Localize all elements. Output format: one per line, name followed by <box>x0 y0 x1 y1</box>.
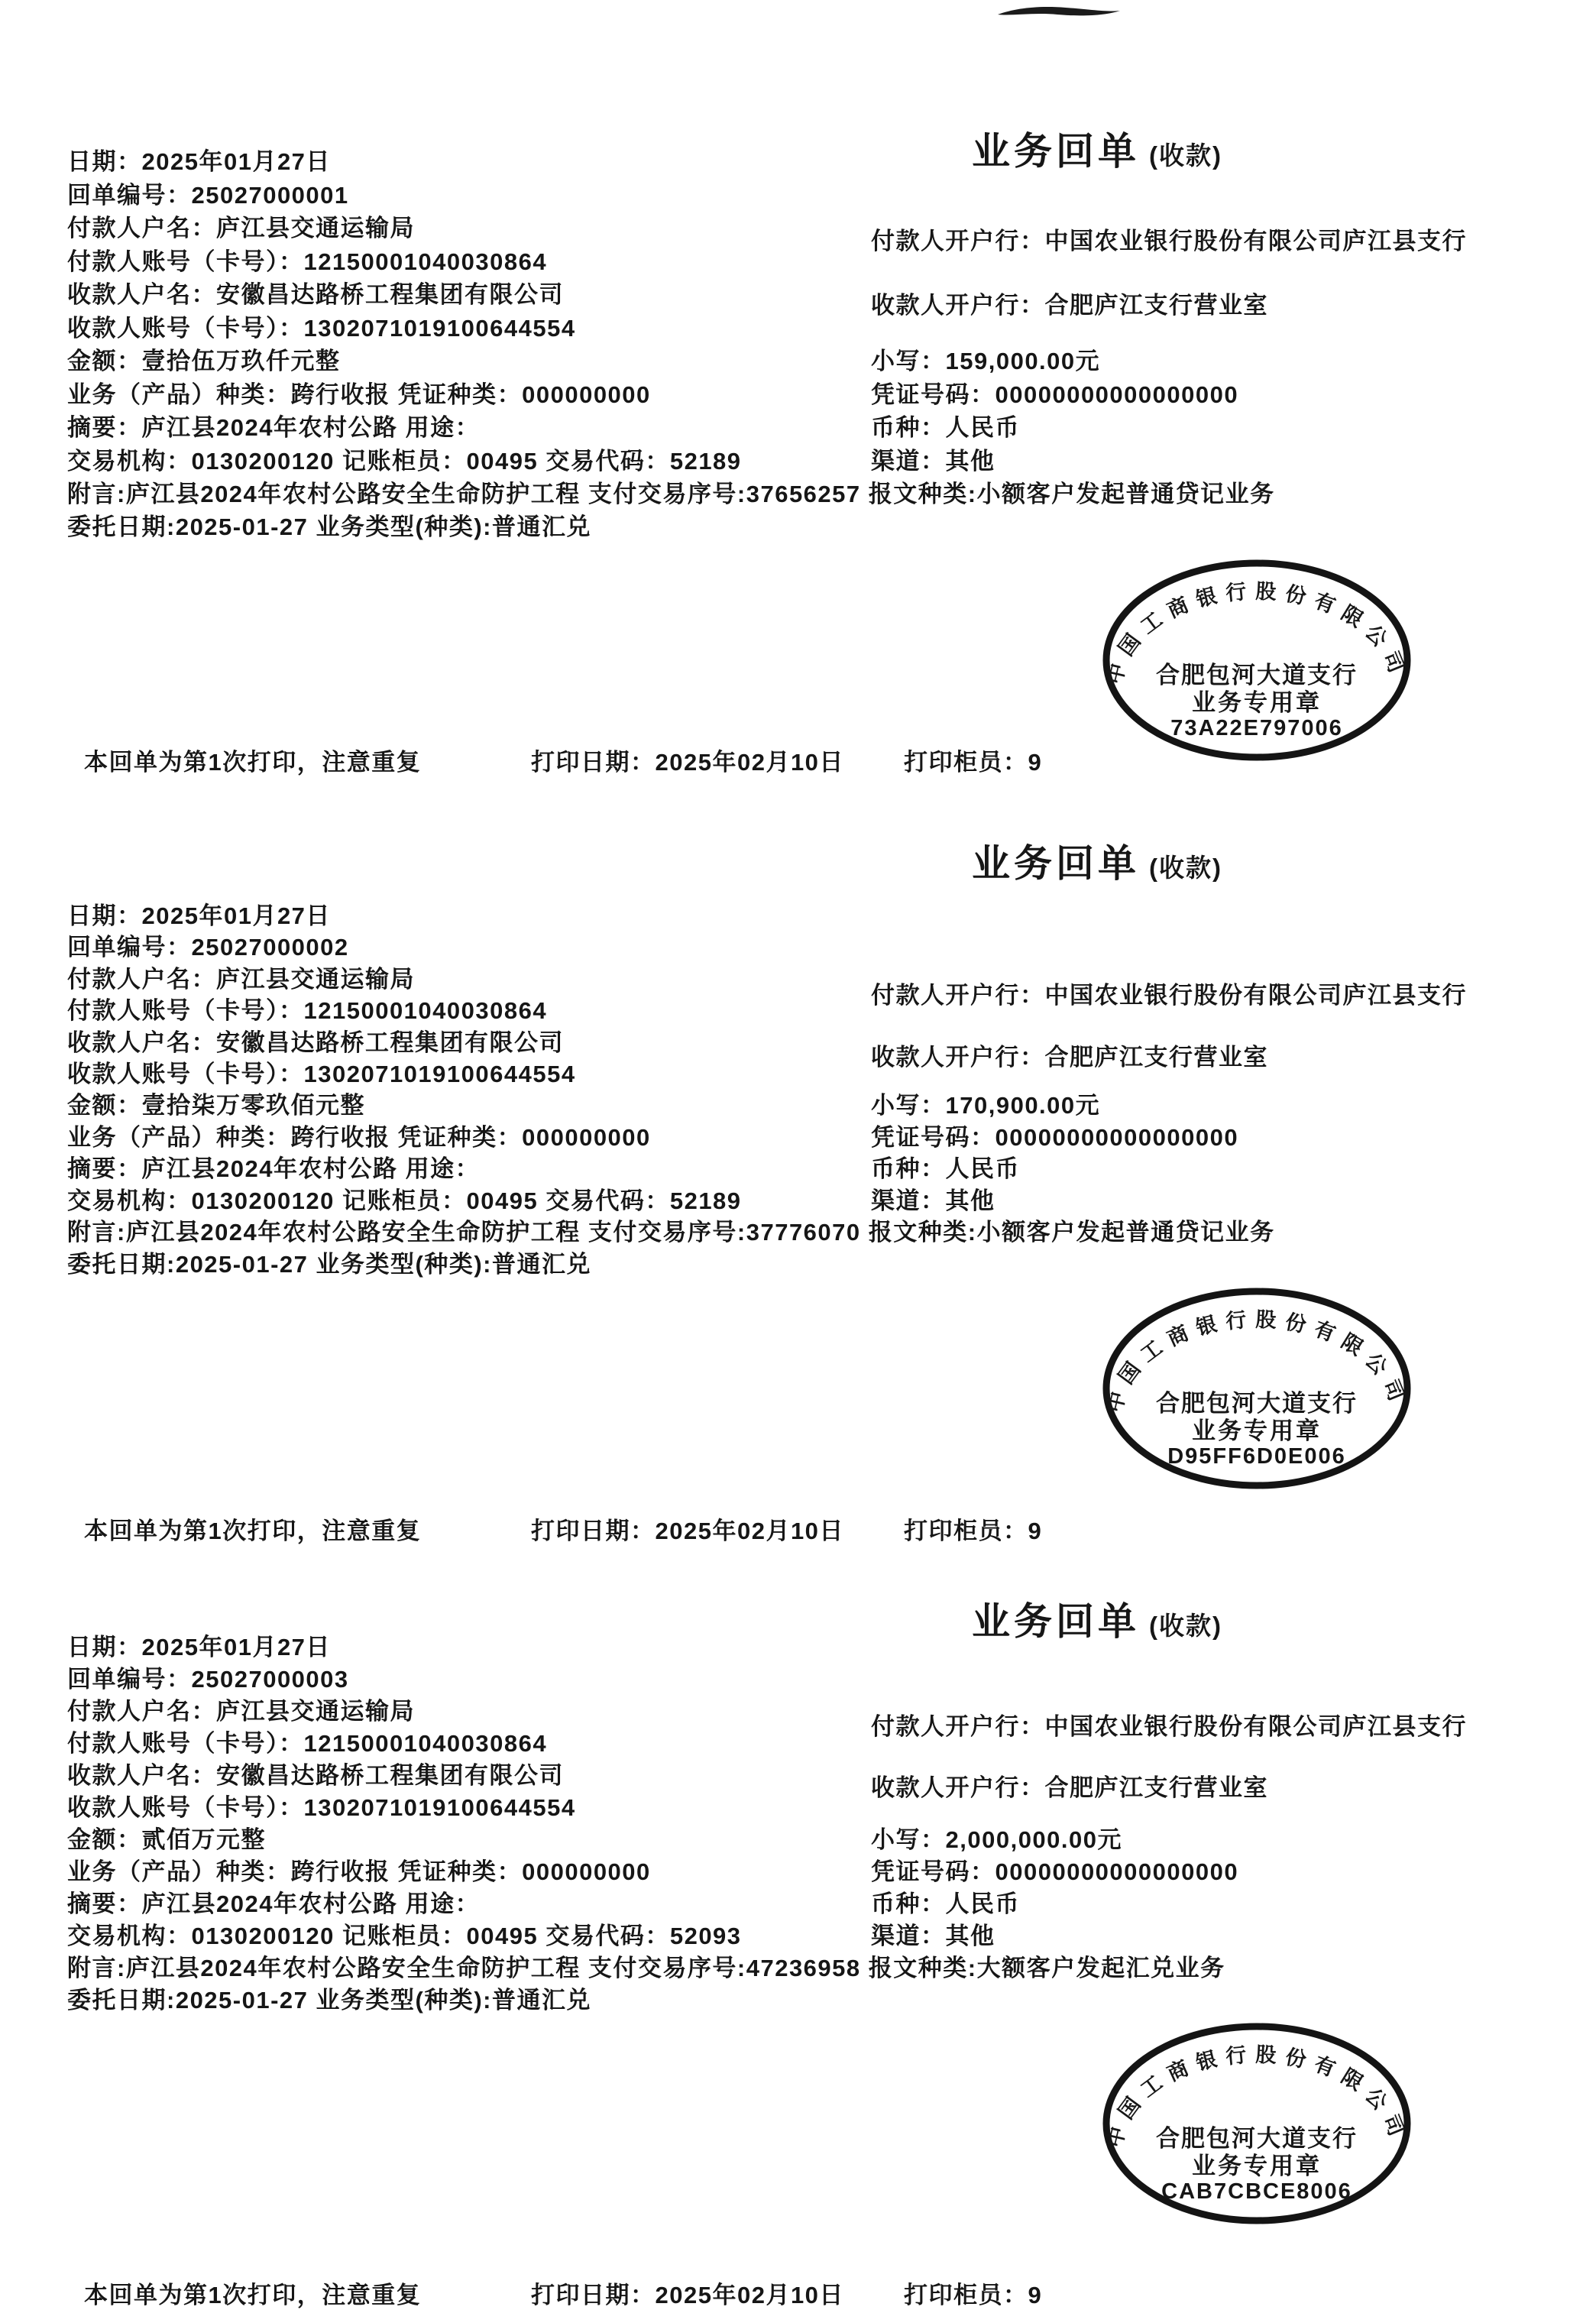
print-note: 本回单为第1次打印，注意重复 <box>84 1518 422 1544</box>
payer-name-field: 付款人户名：庐江县交通运输局 <box>67 215 415 241</box>
amount-digits-field: 小写：2,000,000.00元 <box>871 1826 1123 1853</box>
payer-bank-field: 付款人开户行：中国农业银行股份有限公司庐江县支行 <box>871 982 1467 1009</box>
channel-field: 渠道：其他 <box>871 1187 995 1214</box>
scan-artifact-streak <box>993 2 1123 23</box>
amount-digits-field: 小写：170,900.00元 <box>871 1092 1101 1119</box>
payee-bank-field: 收款人开户行：合肥庐江支行营业室 <box>871 1044 1268 1071</box>
receipt-no-field: 回单编号：25027000001 <box>67 182 349 209</box>
stamp-branch: 合肥包河大道支行 <box>1156 1390 1358 1417</box>
payee-bank-field: 收款人开户行：合肥庐江支行营业室 <box>871 1774 1268 1801</box>
stamp-seal-label: 业务专用章 <box>1192 689 1322 716</box>
amount-words-field: 金额：贰佰万元整 <box>67 1826 266 1853</box>
payee-account-field: 收款人账号（卡号）：1302071019100644554 <box>67 315 576 342</box>
summary-field: 摘要：庐江县2024年农村公路 用途： <box>67 1890 481 1917</box>
remark-field: 附言:庐江县2024年农村公路安全生命防护工程 支付交易序号:37776070 报文种类:小额客户发起普通贷记业务 <box>67 1219 1275 1246</box>
stamp-seal-label: 业务专用章 <box>1192 1417 1322 1444</box>
payee-name-field: 收款人户名：安徽昌达路桥工程集团有限公司 <box>67 281 564 308</box>
stamp-branch: 合肥包河大道支行 <box>1156 662 1358 688</box>
payer-account-field: 付款人账号（卡号）：12150001040030864 <box>67 248 548 275</box>
print-date: 打印日期：2025年02月10日 <box>531 1518 844 1544</box>
stamp-arc-text: 中国工商银行股份有限公司 <box>1102 579 1409 687</box>
remark-field: 附言:庐江县2024年农村公路安全生命防护工程 支付交易序号:47236958 报文种类:大额客户发起汇兑业务 <box>67 1955 1225 1981</box>
payee-name-field: 收款人户名：安徽昌达路桥工程集团有限公司 <box>67 1762 564 1789</box>
receipt-title <box>972 833 1222 888</box>
summary-field: 摘要：庐江县2024年农村公路 用途： <box>67 1155 481 1182</box>
remark-field: 附言:庐江县2024年农村公路安全生命防护工程 支付交易序号:37656257 报文种类:小额客户发起普通贷记业务 <box>67 481 1275 507</box>
payer-name-field: 付款人户名：庐江县交通运输局 <box>67 1698 415 1725</box>
amount-digits-field: 小写：159,000.00元 <box>871 348 1101 374</box>
payee-account-field: 收款人账号（卡号）：1302071019100644554 <box>67 1061 576 1087</box>
print-teller: 打印柜员：9 <box>904 2282 1043 2308</box>
summary-field: 摘要：庐江县2024年农村公路 用途： <box>67 414 481 441</box>
entrust-field: 委托日期:2025-01-27 业务类型(种类):普通汇兑 <box>67 514 591 540</box>
bank-stamp <box>1102 559 1412 762</box>
receipt-title-note: (收款) <box>1149 854 1222 882</box>
biz-kind-field: 业务（产品）种类：跨行收报 凭证种类：000000000 <box>67 1858 651 1885</box>
receipt-title <box>972 121 1222 176</box>
stamp-code: 73A22E797006 <box>1170 716 1343 740</box>
payer-bank-field: 付款人开户行：中国农业银行股份有限公司庐江县支行 <box>871 1713 1467 1740</box>
channel-field: 渠道：其他 <box>871 448 995 475</box>
payer-bank-field: 付款人开户行：中国农业银行股份有限公司庐江县支行 <box>871 228 1467 254</box>
biz-kind-field: 业务（产品）种类：跨行收报 凭证种类：000000000 <box>67 1124 651 1151</box>
date-field: 日期：2025年01月27日 <box>67 1634 331 1660</box>
receipt-no-field: 回单编号：25027000002 <box>67 934 349 961</box>
print-date: 打印日期：2025年02月10日 <box>531 2282 844 2308</box>
receipt-title-note: (收款) <box>1149 141 1222 170</box>
entrust-field: 委托日期:2025-01-27 业务类型(种类):普通汇兑 <box>67 1987 591 2014</box>
amount-words-field: 金额：壹拾柒万零玖佰元整 <box>67 1092 365 1119</box>
date-field: 日期：2025年01月27日 <box>67 148 331 175</box>
receipt-title-note: (收款) <box>1149 1612 1222 1640</box>
receipt-title-text: 业务回单 <box>972 1600 1140 1643</box>
stamp-code: D95FF6D0E006 <box>1167 1444 1346 1469</box>
stamp-seal-label: 业务专用章 <box>1192 2153 1322 2179</box>
payee-bank-field: 收款人开户行：合肥庐江支行营业室 <box>871 292 1268 319</box>
biz-kind-field: 业务（产品）种类：跨行收报 凭证种类：000000000 <box>67 381 651 408</box>
receipt-no-field: 回单编号：25027000003 <box>67 1666 349 1693</box>
bank-stamp <box>1102 2022 1412 2225</box>
print-note: 本回单为第1次打印，注意重复 <box>84 2282 422 2308</box>
stamp-branch: 合肥包河大道支行 <box>1156 2125 1358 2152</box>
print-teller: 打印柜员：9 <box>904 1518 1043 1544</box>
print-teller: 打印柜员：9 <box>904 749 1043 776</box>
print-note: 本回单为第1次打印，注意重复 <box>84 749 422 776</box>
payer-account-field: 付款人账号（卡号）：12150001040030864 <box>67 1730 548 1757</box>
amount-words-field: 金额：壹拾伍万玖仟元整 <box>67 348 341 374</box>
txn-info-field: 交易机构：0130200120 记账柜员：00495 交易代码：52189 <box>67 448 742 475</box>
txn-info-field: 交易机构：0130200120 记账柜员：00495 交易代码：52093 <box>67 1923 742 1949</box>
receipt-title-text: 业务回单 <box>972 842 1140 885</box>
payee-name-field: 收款人户名：安徽昌达路桥工程集团有限公司 <box>67 1029 564 1056</box>
bank-stamp <box>1102 1287 1412 1490</box>
currency-field: 币种：人民币 <box>871 414 1020 441</box>
print-date: 打印日期：2025年02月10日 <box>531 749 844 776</box>
voucher-no-field: 凭证号码：00000000000000000 <box>871 1124 1239 1151</box>
date-field: 日期：2025年01月27日 <box>67 902 331 929</box>
stamp-arc-text: 中国工商银行股份有限公司 <box>1102 1307 1409 1415</box>
receipt-title <box>972 1591 1222 1646</box>
voucher-no-field: 凭证号码：00000000000000000 <box>871 1858 1239 1885</box>
entrust-field: 委托日期:2025-01-27 业务类型(种类):普通汇兑 <box>67 1251 591 1278</box>
currency-field: 币种：人民币 <box>871 1890 1020 1917</box>
stamp-arc-text: 中国工商银行股份有限公司 <box>1102 2043 1409 2150</box>
currency-field: 币种：人民币 <box>871 1155 1020 1182</box>
channel-field: 渠道：其他 <box>871 1923 995 1949</box>
payer-name-field: 付款人户名：庐江县交通运输局 <box>67 966 415 993</box>
receipt-title-text: 业务回单 <box>972 130 1140 173</box>
voucher-no-field: 凭证号码：00000000000000000 <box>871 381 1239 408</box>
stamp-code: CAB7CBCE8006 <box>1161 2179 1352 2204</box>
payer-account-field: 付款人账号（卡号）：12150001040030864 <box>67 997 548 1024</box>
txn-info-field: 交易机构：0130200120 记账柜员：00495 交易代码：52189 <box>67 1187 742 1214</box>
payee-account-field: 收款人账号（卡号）：1302071019100644554 <box>67 1794 576 1821</box>
